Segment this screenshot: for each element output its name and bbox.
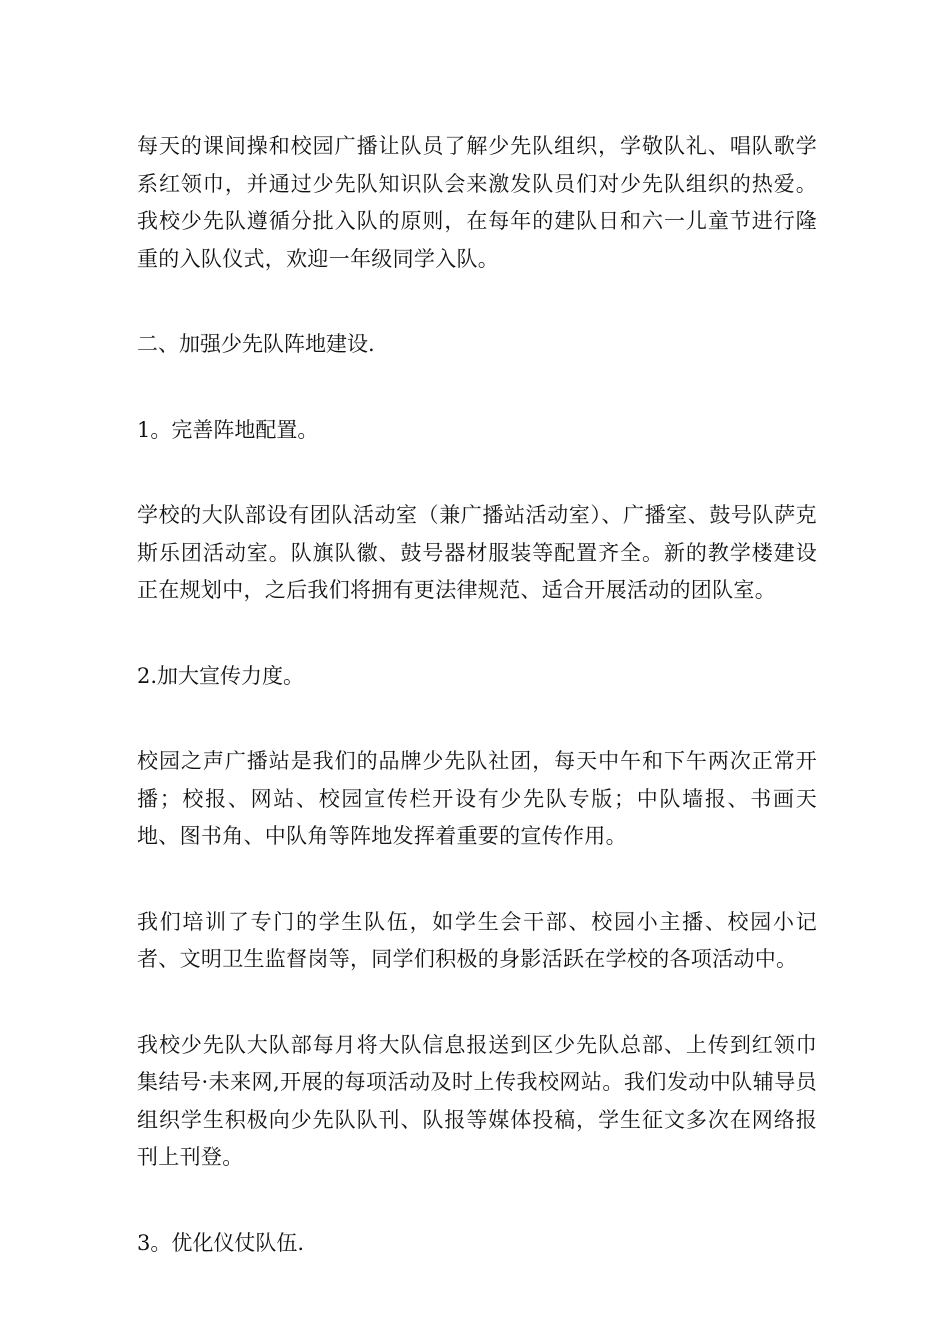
document-body — [137, 128, 817, 1310]
section-heading-position-building: 二、加强少先队阵地建设. — [137, 332, 375, 356]
paragraph-information-reporting: 我校少先队大队部每月将大队信息报送到区少先队总部、上传到红领巾集结号·未来网,开展的每项活动及时上传我校网站。我们发动中队辅导员组织学生积极向少先队队刊、队报等媒体投稿，学生征文多次在网络报刊上刊登。 — [137, 1032, 817, 1169]
paragraph-brigade-rooms: 学校的大队部设有团队活动室（兼广播站活动室）、广播室、鼓号队萨克斯乐团活动室。队旗队徽、鼓号器材服装等配置齐全。新的教学楼建设正在规划中，之后我们将拥有更法律规范、适合开展活动的团队室。 — [137, 503, 817, 602]
subheading-improve-configuration: 1。完善阵地配置。 — [137, 417, 319, 442]
subheading-honor-guard: 3。优化仪仗队伍. — [137, 1230, 305, 1255]
paragraph-campus-broadcast: 校园之声广播站是我们的品牌少先队社团，每天中午和下午两次正常开播；校报、网站、校园宣传栏开设有少先队专版；中队墙报、书画天地、图书角、中队角等阵地发挥着重要的宣传作用。 — [137, 749, 817, 848]
paragraph-student-teams: 我们培训了专门的学生队伍，如学生会干部、校园小主播、校园小记者、文明卫生监督岗等，同学们积极的身影活跃在学校的各项活动中。 — [137, 909, 817, 971]
paragraph-pioneer-activities: 每天的课间操和校园广播让队员了解少先队组织，学敬队礼、唱队歌学系红领巾，并通过少先队知识队会来激发队员们对少先队组织的热爱。我校少先队遵循分批入队的原则，在每年的建队日和六一儿童节进行隆重的入队仪式，欢迎一年级同学入队。 — [137, 134, 817, 271]
subheading-publicity: 2.加大宣传力度。 — [137, 663, 305, 688]
